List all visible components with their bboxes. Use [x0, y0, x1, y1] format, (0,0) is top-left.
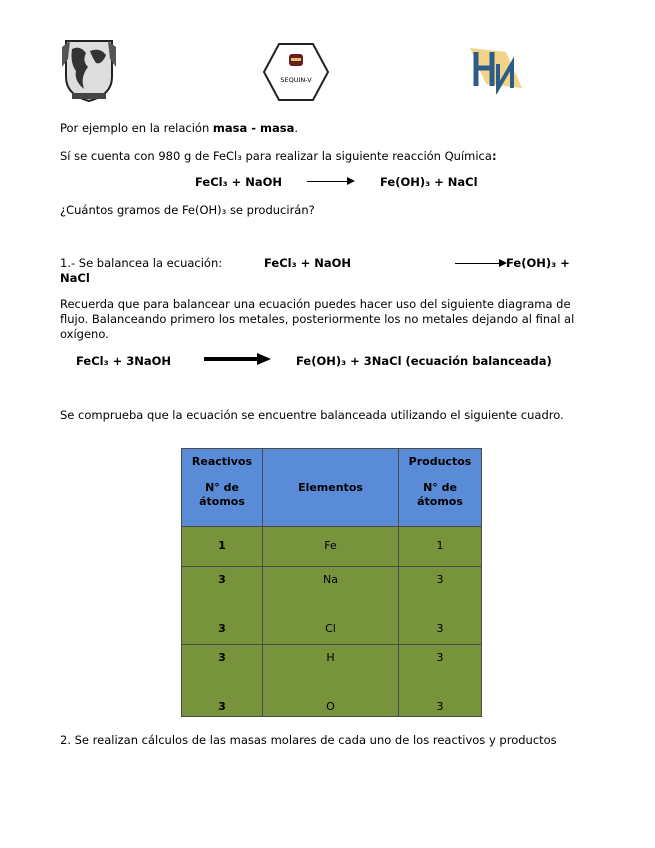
sequin-logo-text: SEQUIN-V [280, 76, 312, 84]
hnc-logo [466, 44, 526, 94]
sequin-logo [262, 42, 330, 102]
step-2-text: 2. Se realizan cálculos de las masas molares de cada uno de los reactivos y productos [60, 733, 557, 747]
cell-productos-value: 3 [436, 651, 444, 664]
cell-elemento [263, 527, 399, 567]
header-elementos: Elementos [263, 449, 399, 527]
table-row [182, 527, 482, 567]
recuerda-line-1: Recuerda que para balancear una ecuación puedes hacer uso del siguiente diagrama de [60, 297, 571, 311]
cell-productos [399, 527, 482, 567]
header-productos-sub: N° de átomos [417, 481, 463, 508]
step-1-product-2: NaCl [60, 271, 90, 285]
cell-productos [399, 645, 482, 717]
cell-elemento-value: Fe [324, 539, 337, 552]
problem-text: Sí se cuenta con 980 g de FeCl₃ para realizar la siguiente reacción Química [60, 149, 492, 163]
cell-reactivos [182, 567, 263, 645]
cell-elemento-value: H [326, 651, 335, 664]
problem-statement [60, 149, 497, 163]
header-productos-title: Productos [408, 455, 472, 468]
step-1-label: 1.- Se balancea la ecuación: [60, 256, 223, 270]
intro-paragraph [60, 121, 298, 135]
step-1-product-1: Fe(OH)₃ + [506, 256, 570, 270]
equation-2-arrow-head [257, 353, 271, 365]
cell-productos-value: 3 [436, 573, 444, 586]
intro-bold: masa - masa [212, 121, 295, 135]
intro-text: Por ejemplo en la relación [60, 121, 213, 135]
header-reactivos [182, 449, 263, 527]
cell-elemento [263, 567, 399, 645]
equation-1-arrow-head [347, 177, 355, 185]
cell-productos [399, 567, 482, 645]
cell-elemento-value: Na [323, 573, 338, 586]
equation-1-reactants: FeCl₃ + NaOH [195, 175, 283, 189]
equation-2-arrow-line [204, 357, 259, 361]
table-header-row [182, 449, 482, 527]
step-1-arrow-line [455, 263, 501, 264]
atom-balance-table [181, 448, 482, 717]
cell-reactivos-value: 1 [218, 539, 226, 552]
table-row [182, 645, 482, 717]
header-reactivos-title: Reactivos [191, 455, 253, 468]
cell-reactivos [182, 527, 263, 567]
cell-productos-value-2: 3 [436, 622, 444, 635]
unam-logo [60, 37, 118, 103]
equation-2-reactants: FeCl₃ + 3NaOH [76, 354, 172, 368]
cell-elemento-value-2: Cl [325, 622, 336, 635]
cell-reactivos-value-2: 3 [218, 700, 226, 713]
header-reactivos-sub: N° de átomos [199, 481, 245, 508]
cell-elemento-value-2: O [326, 700, 335, 713]
header-productos [399, 449, 482, 527]
cell-elemento [263, 645, 399, 717]
recuerda-line-3: oxígeno. [60, 327, 109, 341]
table-row [182, 567, 482, 645]
cell-reactivos-value: 3 [218, 573, 226, 586]
recuerda-line-2: flujo. Balanceando primero los metales, posteriormente los no metales dejando al final al [60, 312, 575, 326]
comprueba-text: Se comprueba que la ecuación se encuentre balanceada utilizando el siguiente cuadro. [60, 408, 564, 422]
cell-reactivos-value: 3 [218, 651, 226, 664]
cell-productos-value: 1 [436, 539, 444, 552]
problem-colon: : [491, 149, 497, 163]
cell-productos-value-2: 3 [436, 700, 444, 713]
intro-period: . [294, 121, 299, 135]
equation-1-products: Fe(OH)₃ + NaCl [380, 175, 478, 189]
equation-1-arrow-line [307, 181, 349, 182]
step-1-reactants: FeCl₃ + NaOH [264, 256, 352, 270]
cell-reactivos-value-2: 3 [218, 622, 226, 635]
question: ¿Cuántos gramos de Fe(OH)₃ se producirán? [60, 203, 315, 217]
recuerda-paragraph [60, 297, 574, 342]
cell-reactivos [182, 645, 263, 717]
equation-2-products: Fe(OH)₃ + 3NaCl (ecuación balanceada) [296, 354, 552, 368]
